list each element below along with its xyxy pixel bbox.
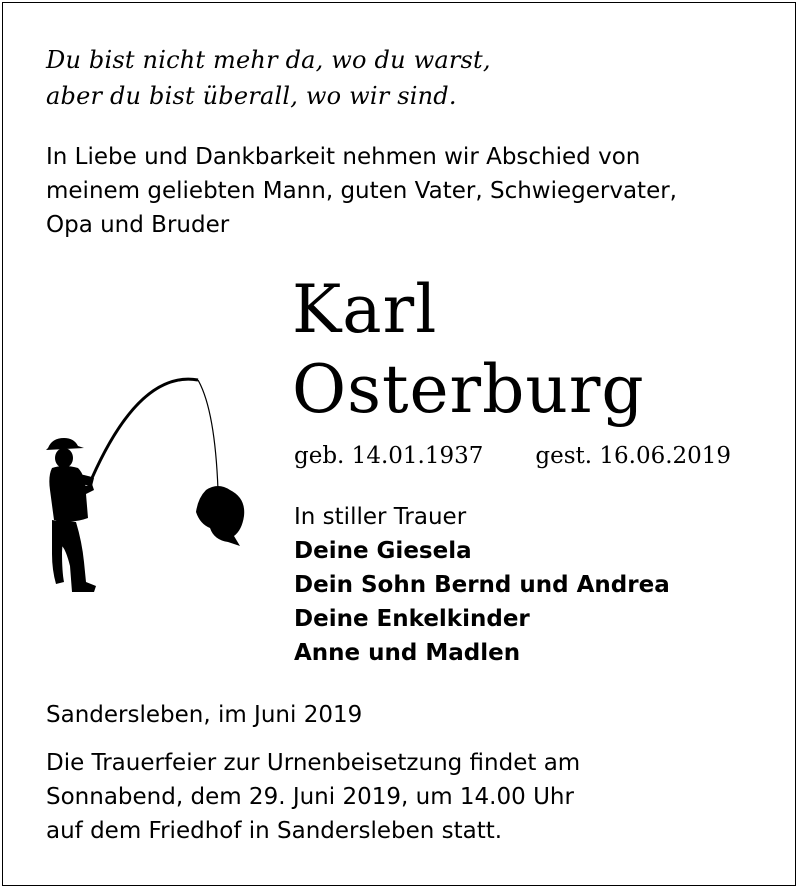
ceremony-line-3: auf dem Friedhof in Sandersleben statt. <box>46 818 503 844</box>
mourner-name: Dein Sohn Bernd und Andrea <box>294 572 670 598</box>
ceremony-info <box>46 746 580 848</box>
verse-line-2: aber du bist überall, wo wir sind. <box>46 82 457 110</box>
farewell-intro <box>46 140 766 242</box>
mourners-intro: In stiller Trauer <box>294 504 467 530</box>
life-dates <box>294 440 731 472</box>
last-name: Osterburg <box>292 351 645 428</box>
ceremony-line-2: Sonnabend, dem 29. Juni 2019, um 14.00 Uhr <box>46 784 574 810</box>
death-date: gest. 16.06.2019 <box>535 443 732 469</box>
ceremony-line-1: Die Trauerfeier zur Urnenbeisetzung findet am <box>46 750 581 776</box>
mourner-name: Anne und Madlen <box>294 640 521 666</box>
first-name: Karl <box>292 271 438 348</box>
fisherman-silhouette-icon <box>30 370 270 610</box>
memorial-verse <box>46 42 491 114</box>
verse-line-1: Du bist nicht mehr da, wo du warst, <box>46 46 491 74</box>
intro-line-1: In Liebe und Dankbarkeit nehmen wir Abschied von <box>46 144 641 170</box>
mourners-list <box>294 500 670 670</box>
intro-line-3: Opa und Bruder <box>46 212 230 238</box>
place-and-date: Sandersleben, im Juni 2019 <box>46 702 363 728</box>
intro-line-2: meinem geliebten Mann, guten Vater, Schwiegervater, <box>46 178 677 204</box>
mourner-name: Deine Giesela <box>294 538 472 564</box>
mourner-name: Deine Enkelkinder <box>294 606 530 632</box>
birth-date: geb. 14.01.1937 <box>294 443 484 469</box>
deceased-name <box>292 270 645 430</box>
